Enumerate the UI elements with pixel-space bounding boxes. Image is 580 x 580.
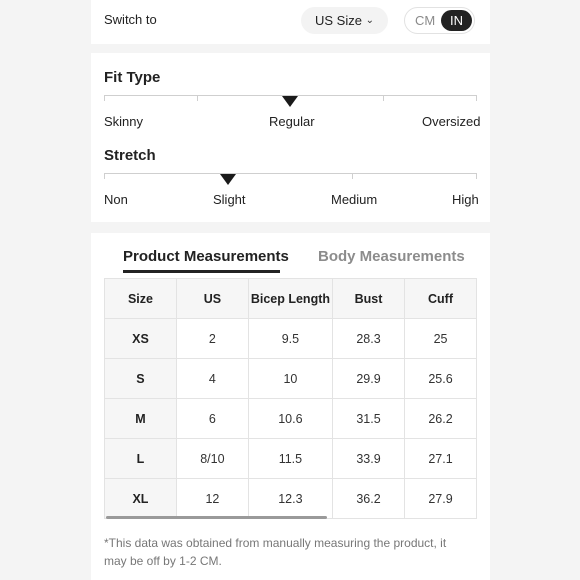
size-system-value: US Size <box>315 13 362 28</box>
fit-type-tick <box>476 95 477 101</box>
cuff-cell: 27.1 <box>405 439 477 479</box>
unit-toggle[interactable] <box>404 7 475 34</box>
cuff-cell: 27.9 <box>405 479 477 519</box>
size-cell: XS <box>105 319 177 359</box>
stretch-title: Stretch <box>104 147 156 164</box>
us-cell: 6 <box>176 399 248 439</box>
active-tab-underline <box>123 270 280 273</box>
us-cell: 8/10 <box>176 439 248 479</box>
chevron-down-icon: ⌄ <box>365 15 374 26</box>
size-cell: XL <box>105 479 177 519</box>
stretch-option-non: Non <box>104 192 128 207</box>
bicep-length-cell: 12.3 <box>248 479 332 519</box>
stretch-option-medium: Medium <box>331 192 378 207</box>
table-row <box>105 399 477 439</box>
table-row <box>105 319 477 359</box>
stretch-tick <box>476 173 477 179</box>
switch-to-label: Switch to <box>104 12 157 27</box>
header-cuff: Cuff <box>405 279 477 319</box>
size-system-dropdown[interactable] <box>301 7 388 34</box>
stretch-tick <box>104 173 105 179</box>
bust-cell: 29.9 <box>332 359 404 399</box>
measurements-panel <box>91 233 490 580</box>
stretch-scale <box>104 173 477 174</box>
size-cell: L <box>105 439 177 479</box>
fit-type-pointer-icon <box>282 96 298 107</box>
stretch-option-high: High <box>452 192 479 207</box>
bicep-length-cell: 10 <box>248 359 332 399</box>
fit-type-tick <box>197 95 198 101</box>
table-header-row <box>105 279 477 319</box>
measurement-disclaimer: *This data was obtained from manually measuring the product, it may be off by 1-2 CM. <box>104 536 447 568</box>
bust-cell: 36.2 <box>332 479 404 519</box>
table-row <box>105 359 477 399</box>
measurement-table <box>104 278 477 519</box>
fit-type-tick <box>383 95 384 101</box>
cuff-cell: 25.6 <box>405 359 477 399</box>
fit-option-oversized: Oversized <box>422 114 481 129</box>
fit-option-skinny: Skinny <box>104 114 144 129</box>
header-us: US <box>176 279 248 319</box>
bicep-length-cell: 10.6 <box>248 399 332 439</box>
tab-product-measurements[interactable]: Product Measurements <box>123 248 289 265</box>
fit-type-title: Fit Type <box>104 69 161 86</box>
stretch-pointer-icon <box>220 174 236 185</box>
fit-panel <box>91 53 490 222</box>
table-row <box>105 439 477 479</box>
cuff-cell: 26.2 <box>405 399 477 439</box>
size-cell: S <box>105 359 177 399</box>
bust-cell: 31.5 <box>332 399 404 439</box>
us-cell: 2 <box>176 319 248 359</box>
fit-type-tick <box>104 95 105 101</box>
bust-cell: 28.3 <box>332 319 404 359</box>
cuff-cell: 25 <box>405 319 477 359</box>
table-row <box>105 479 477 519</box>
bicep-length-cell: 11.5 <box>248 439 332 479</box>
fit-option-regular: Regular <box>269 114 315 129</box>
stretch-tick <box>352 173 353 179</box>
us-cell: 4 <box>176 359 248 399</box>
header-bust: Bust <box>332 279 404 319</box>
header-bicep-length: Bicep Length <box>248 279 332 319</box>
bicep-length-cell: 9.5 <box>248 319 332 359</box>
tab-body-measurements[interactable]: Body Measurements <box>318 248 465 265</box>
bust-cell: 33.9 <box>332 439 404 479</box>
table-scrollbar[interactable] <box>106 516 327 519</box>
stretch-option-slight: Slight <box>213 192 246 207</box>
us-cell: 12 <box>176 479 248 519</box>
size-cell: M <box>105 399 177 439</box>
unit-in-option[interactable]: IN <box>441 10 472 31</box>
unit-cm-option[interactable]: CM <box>415 13 436 28</box>
unit-switch-bar <box>91 0 490 44</box>
header-size: Size <box>105 279 177 319</box>
measurement-table-scroll[interactable] <box>104 278 477 522</box>
